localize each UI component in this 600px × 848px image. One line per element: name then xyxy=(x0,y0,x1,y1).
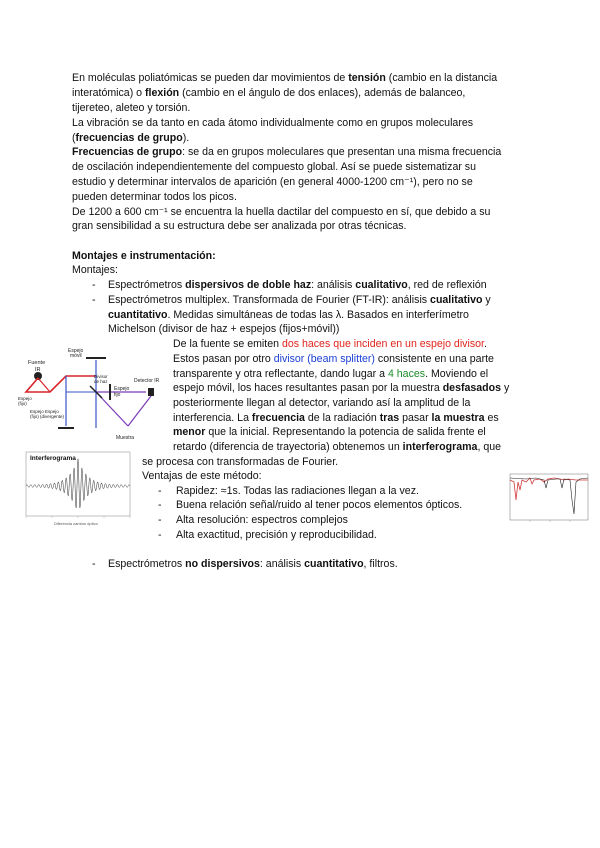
text-line: Estos pasan por otro divisor (beam splitter) consistente en una parte xyxy=(173,353,494,365)
purple-beam xyxy=(128,396,151,426)
label-espejo-movil-2: móvil xyxy=(70,353,82,359)
text-line: gran sensibilidad a su estructura debe ser analizada por otras técnicas. xyxy=(72,220,407,232)
list-item: Espectrómetros no dispersivos: análisis cuantitativo, filtros. xyxy=(108,558,398,570)
detector-icon xyxy=(148,388,154,396)
text-line: pueden determinar todos los picos. xyxy=(72,191,237,203)
label-fuente: Fuente xyxy=(28,360,46,366)
label-espejo-fijo: Espejo xyxy=(114,386,130,392)
text-line: Michelson (divisor de haz + espejos (fijos+móvil)) xyxy=(108,323,340,335)
text-line: De 1200 a 600 cm⁻¹ se encuentra la huella dactilar del compuesto en sí, que debido a su xyxy=(72,206,491,218)
text-line: estudio y determinar intervalos de aparición (en general 4000-1200 cm⁻¹), pero no se xyxy=(72,176,473,188)
text-line: se procesa con transformadas de Fourier. xyxy=(142,456,339,468)
label-espejo-bottom: Espejo xyxy=(18,396,32,401)
label-espejo-bottom-2: (fijo) xyxy=(18,401,27,406)
text-line: Ventajas de este método: xyxy=(142,470,262,482)
label-muestra: Muestra xyxy=(116,435,135,441)
section-heading: Montajes e instrumentación: xyxy=(72,250,216,262)
label-divisor-2: de haz xyxy=(94,379,108,384)
michelson-interferometer-diagram xyxy=(16,348,174,444)
list-item: Espectrómetros multiplex. Transformada de Fourier (FT-IR): análisis cualitativo y xyxy=(108,294,491,306)
label-ext: Espejo Espejo xyxy=(30,409,59,414)
text-line: transparente y otra reflectante, dando lugar a 4 haces. Moviendo el xyxy=(173,368,489,380)
text-line: En moléculas poliatómicas se pueden dar movimientos de tensión (cambio en la distancia xyxy=(72,72,498,84)
list-item: Alta resolución: espectros complejos xyxy=(176,514,348,526)
plot-title: Interferograma xyxy=(30,455,76,462)
text-line: (frecuencias de grupo). xyxy=(72,132,190,144)
bullet-dash: - xyxy=(92,279,96,291)
list-item: Alta exactitud, precisión y reproducibilidad. xyxy=(176,529,377,541)
text-line: cuantitativo. Medidas simultáneas de todas las λ. Basados en interferímetro xyxy=(108,309,469,321)
list-item: Buena relación señal/ruido al tener pocos elementos ópticos. xyxy=(176,499,463,511)
text-line: de oscilación independientemente del compuesto global. Así se puede sistematizar su xyxy=(72,161,476,173)
bullet-dash: - xyxy=(158,485,162,497)
text-line: interferencia. La frecuencia de la radiación tras pasar la muestra es xyxy=(173,412,499,424)
text-line: tijereteo, aleteo y torsión. xyxy=(72,102,191,114)
text-line: interatómica) o flexión (cambio en el ángulo de dos enlaces), además de balanceo, xyxy=(72,87,466,99)
bullet-dash: - xyxy=(158,529,162,541)
text-line: De la fuente se emiten dos haces que inciden en un espejo divisor. xyxy=(173,338,487,350)
bullet-dash: - xyxy=(158,499,162,511)
text-line: retardo (diferencia de trayectoria) obtenemos un interferograma, que xyxy=(173,441,501,453)
interferogram-plot xyxy=(8,448,136,528)
label-espejo-movil: Espejo xyxy=(68,348,84,354)
text-line: menor que la inicial. Representando la potencia de salida frente el xyxy=(173,426,486,438)
list-item: Rapidez: ≈1s. Todas las radiaciones llegan a la vez. xyxy=(176,485,419,497)
bullet-dash: - xyxy=(92,558,96,570)
list-item: Espectrómetros dispersivos de doble haz: análisis cualitativo, red de reflexión xyxy=(108,279,487,291)
label-ext-2: (fijo) (divergente) xyxy=(30,414,65,419)
bullet-dash: - xyxy=(92,294,96,306)
ir-spectrum-plot xyxy=(496,470,592,534)
red-beam-b xyxy=(38,378,50,392)
text-line: posteriormente llegan al detector, variando así la amplitud de la xyxy=(173,397,471,409)
text-line: Frecuencias de grupo: se da en grupos moleculares que presentan una misma frecuencia xyxy=(72,146,502,158)
label-ir: IR xyxy=(35,367,41,373)
section-subheading: Montajes: xyxy=(72,264,118,276)
label-divisor: Divisor xyxy=(94,374,108,379)
label-espejo-fijo-2: fijo xyxy=(114,392,121,398)
bullet-dash: - xyxy=(158,514,162,526)
text-line: espejo móvil, los haces resultantes pasan por la muestra desfasados y xyxy=(173,382,510,394)
plot-xlabel: Diferencia camino óptico xyxy=(54,521,98,526)
text-line: La vibración se da tanto en cada átomo individualmente como en grupos moleculares xyxy=(72,117,474,129)
label-detector: Detector IR xyxy=(134,378,160,384)
